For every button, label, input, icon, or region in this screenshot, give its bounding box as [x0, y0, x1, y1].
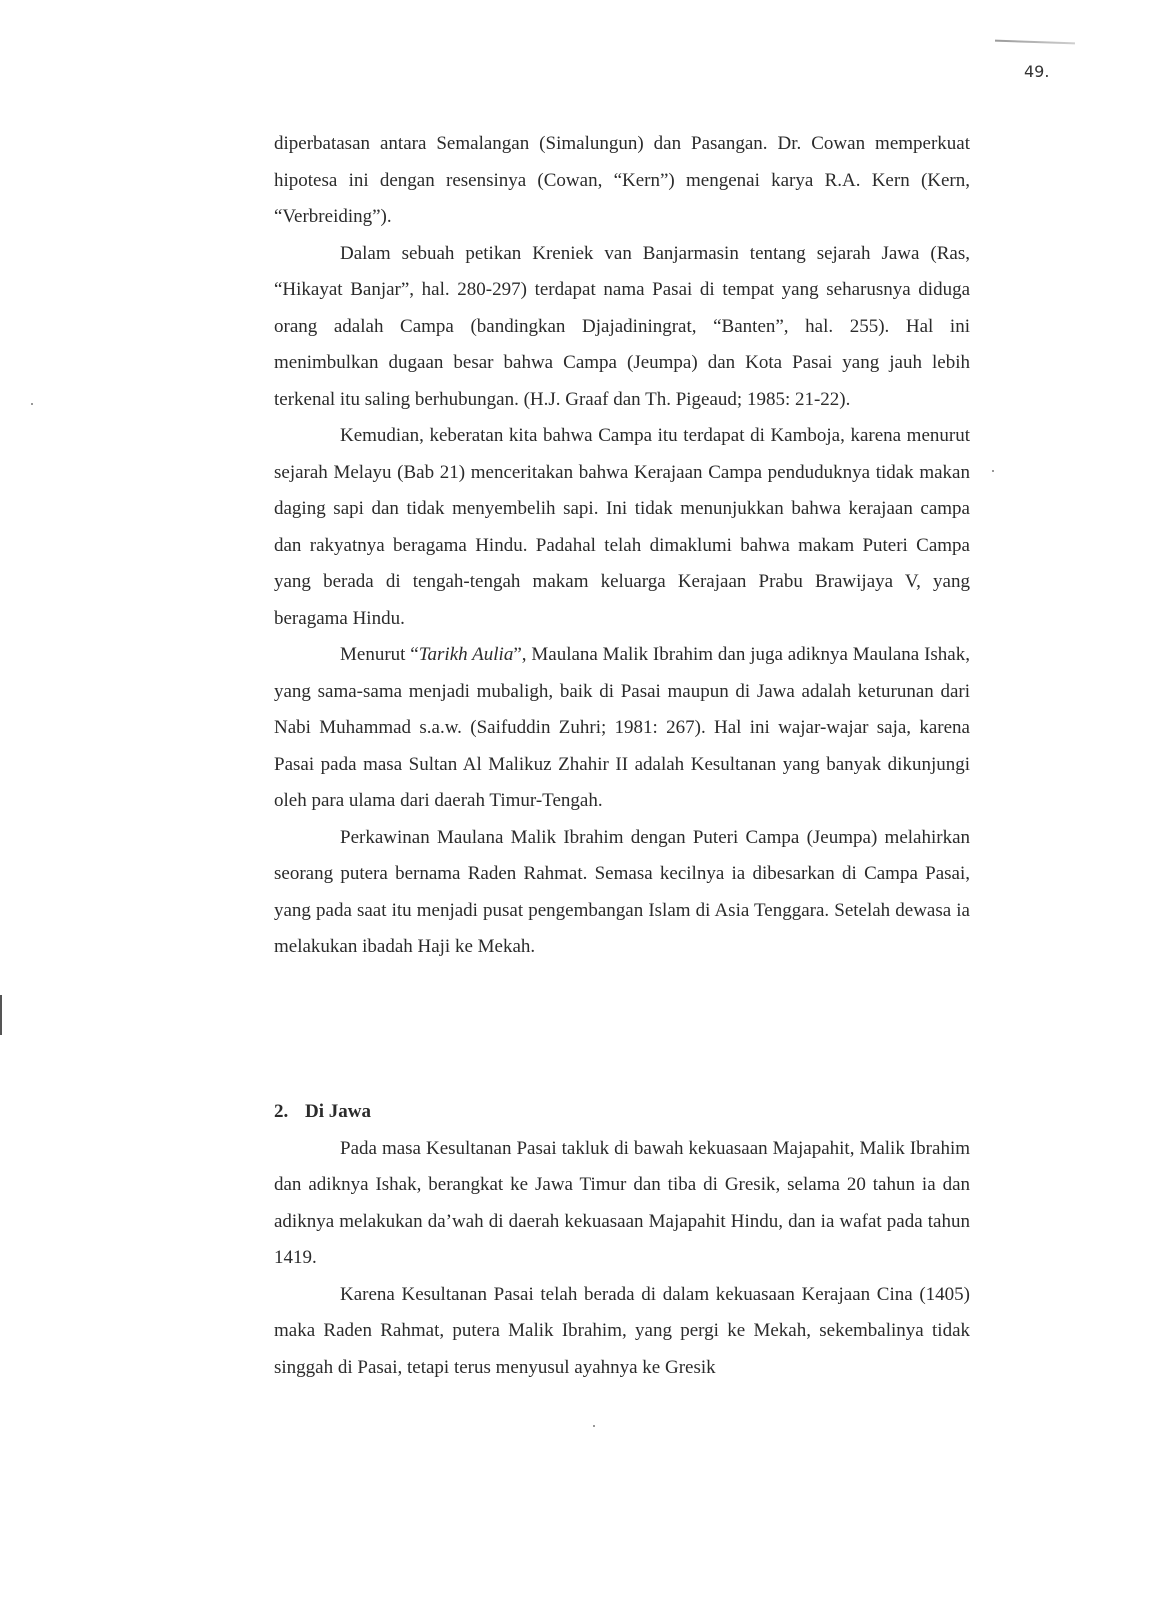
- section-heading-number: 2.: [274, 1101, 289, 1122]
- section-heading: [274, 1094, 970, 1131]
- book-title-tarikh-aulia: Tarikh Aulia: [418, 644, 514, 665]
- paragraph-3: Kemudian, keberatan kita bahwa Campa itu terdapat di Kamboja, karena menurut sejarah Melayu (Bab 21) menceritakan bahwa Kerajaan Campa penduduknya tidak makan daging sapi dan tidak menyembelih sapi. Ini tidak menunjukkan bahwa kerajaan campa dan rakyatnya beragama Hindu. Padahal telah dimaklumi bahwa makam Puteri Campa yang berada di tengah-tengah makam keluarga Kerajaan Prabu Brawijaya V, yang beragama Hindu.: [274, 425, 970, 629]
- scan-artifact-edge: [0, 995, 2, 1035]
- paragraph-2: Dalam sebuah petikan Kreniek van Banjarmasin tentang sejarah Jawa (Ras, “Hikayat Banjar”, hal. 280-297) terdapat nama Pasai di tempat yang seharusnya diduga orang adalah Campa (bandingkan Djajadiningrat, “Banten”, hal. 255). Hal ini menimbulkan dugaan besar bahwa Campa (Jeumpa) dan Kota Pasai yang jauh lebih terkenal itu saling berhubungan. (H.J. Graaf dan Th. Pigeaud; 1985: 21-22).: [274, 242, 970, 410]
- section-heading-title: Di Jawa: [305, 1101, 371, 1122]
- scan-speck: [992, 470, 994, 472]
- page-number: 49.: [1024, 62, 1050, 81]
- paragraph-6: Pada masa Kesultanan Pasai takluk di bawah kekuasaan Majapahit, Malik Ibrahim dan adiknya Ishak, berangkat ke Jawa Timur dan tiba di Gresik, selama 20 tahun ia dan adiknya melakukan da’wah di daerah kekuasaan Majapahit Hindu, dan ia wafat pada tahun 1419.: [274, 1137, 970, 1268]
- scan-speck: [593, 1425, 595, 1427]
- paragraph-7: Karena Kesultanan Pasai telah berada di dalam kekuasaan Kerajaan Cina (1405) maka Raden Rahmat, putera Malik Ibrahim, yang pergi ke Mekah, sekembalinya tidak singgah di Pasai, tetapi terus menyusul ayahnya ke Gresik: [274, 1283, 970, 1378]
- section-2: [274, 1094, 970, 1386]
- paragraph-4: [274, 637, 970, 820]
- paragraph-5: Perkawinan Maulana Malik Ibrahim dengan Puteri Campa (Jeumpa) melahirkan seorang putera bernama Raden Rahmat. Semasa kecilnya ia dibesarkan di Campa Pasai, yang pada saat itu menjadi pusat pengembangan Islam di Asia Tenggara. Setelah dewasa ia melakukan ibadah Haji ke Mekah.: [274, 826, 970, 957]
- section-1-body: [274, 126, 970, 966]
- scan-speck: [31, 403, 33, 405]
- scan-artifact-line: [995, 40, 1075, 45]
- paragraph-4-rest: ”, Maulana Malik Ibrahim dan juga adiknya Maulana Ishak, yang sama-sama menjadi mubaligh, baik di Pasai maupun di Jawa adalah keturunan dari Nabi Muhammad s.a.w. (Saifuddin Zuhri; 1981: 267). Hal ini wajar-wajar saja, karena Pasai pada masa Sultan Al Malikuz Zhahir II adalah Kesultanan yang banyak dikunjungi oleh para ulama dari daerah Timur-Tengah.: [274, 644, 970, 811]
- paragraph-1: diperbatasan antara Semalangan (Simalungun) dan Pasangan. Dr. Cowan memperkuat hipotesa ini dengan resensinya (Cowan, “Kern”) mengenai karya R.A. Kern (Kern, “Verbreiding”).: [274, 133, 970, 227]
- paragraph-4-lead: Menurut “: [340, 644, 419, 665]
